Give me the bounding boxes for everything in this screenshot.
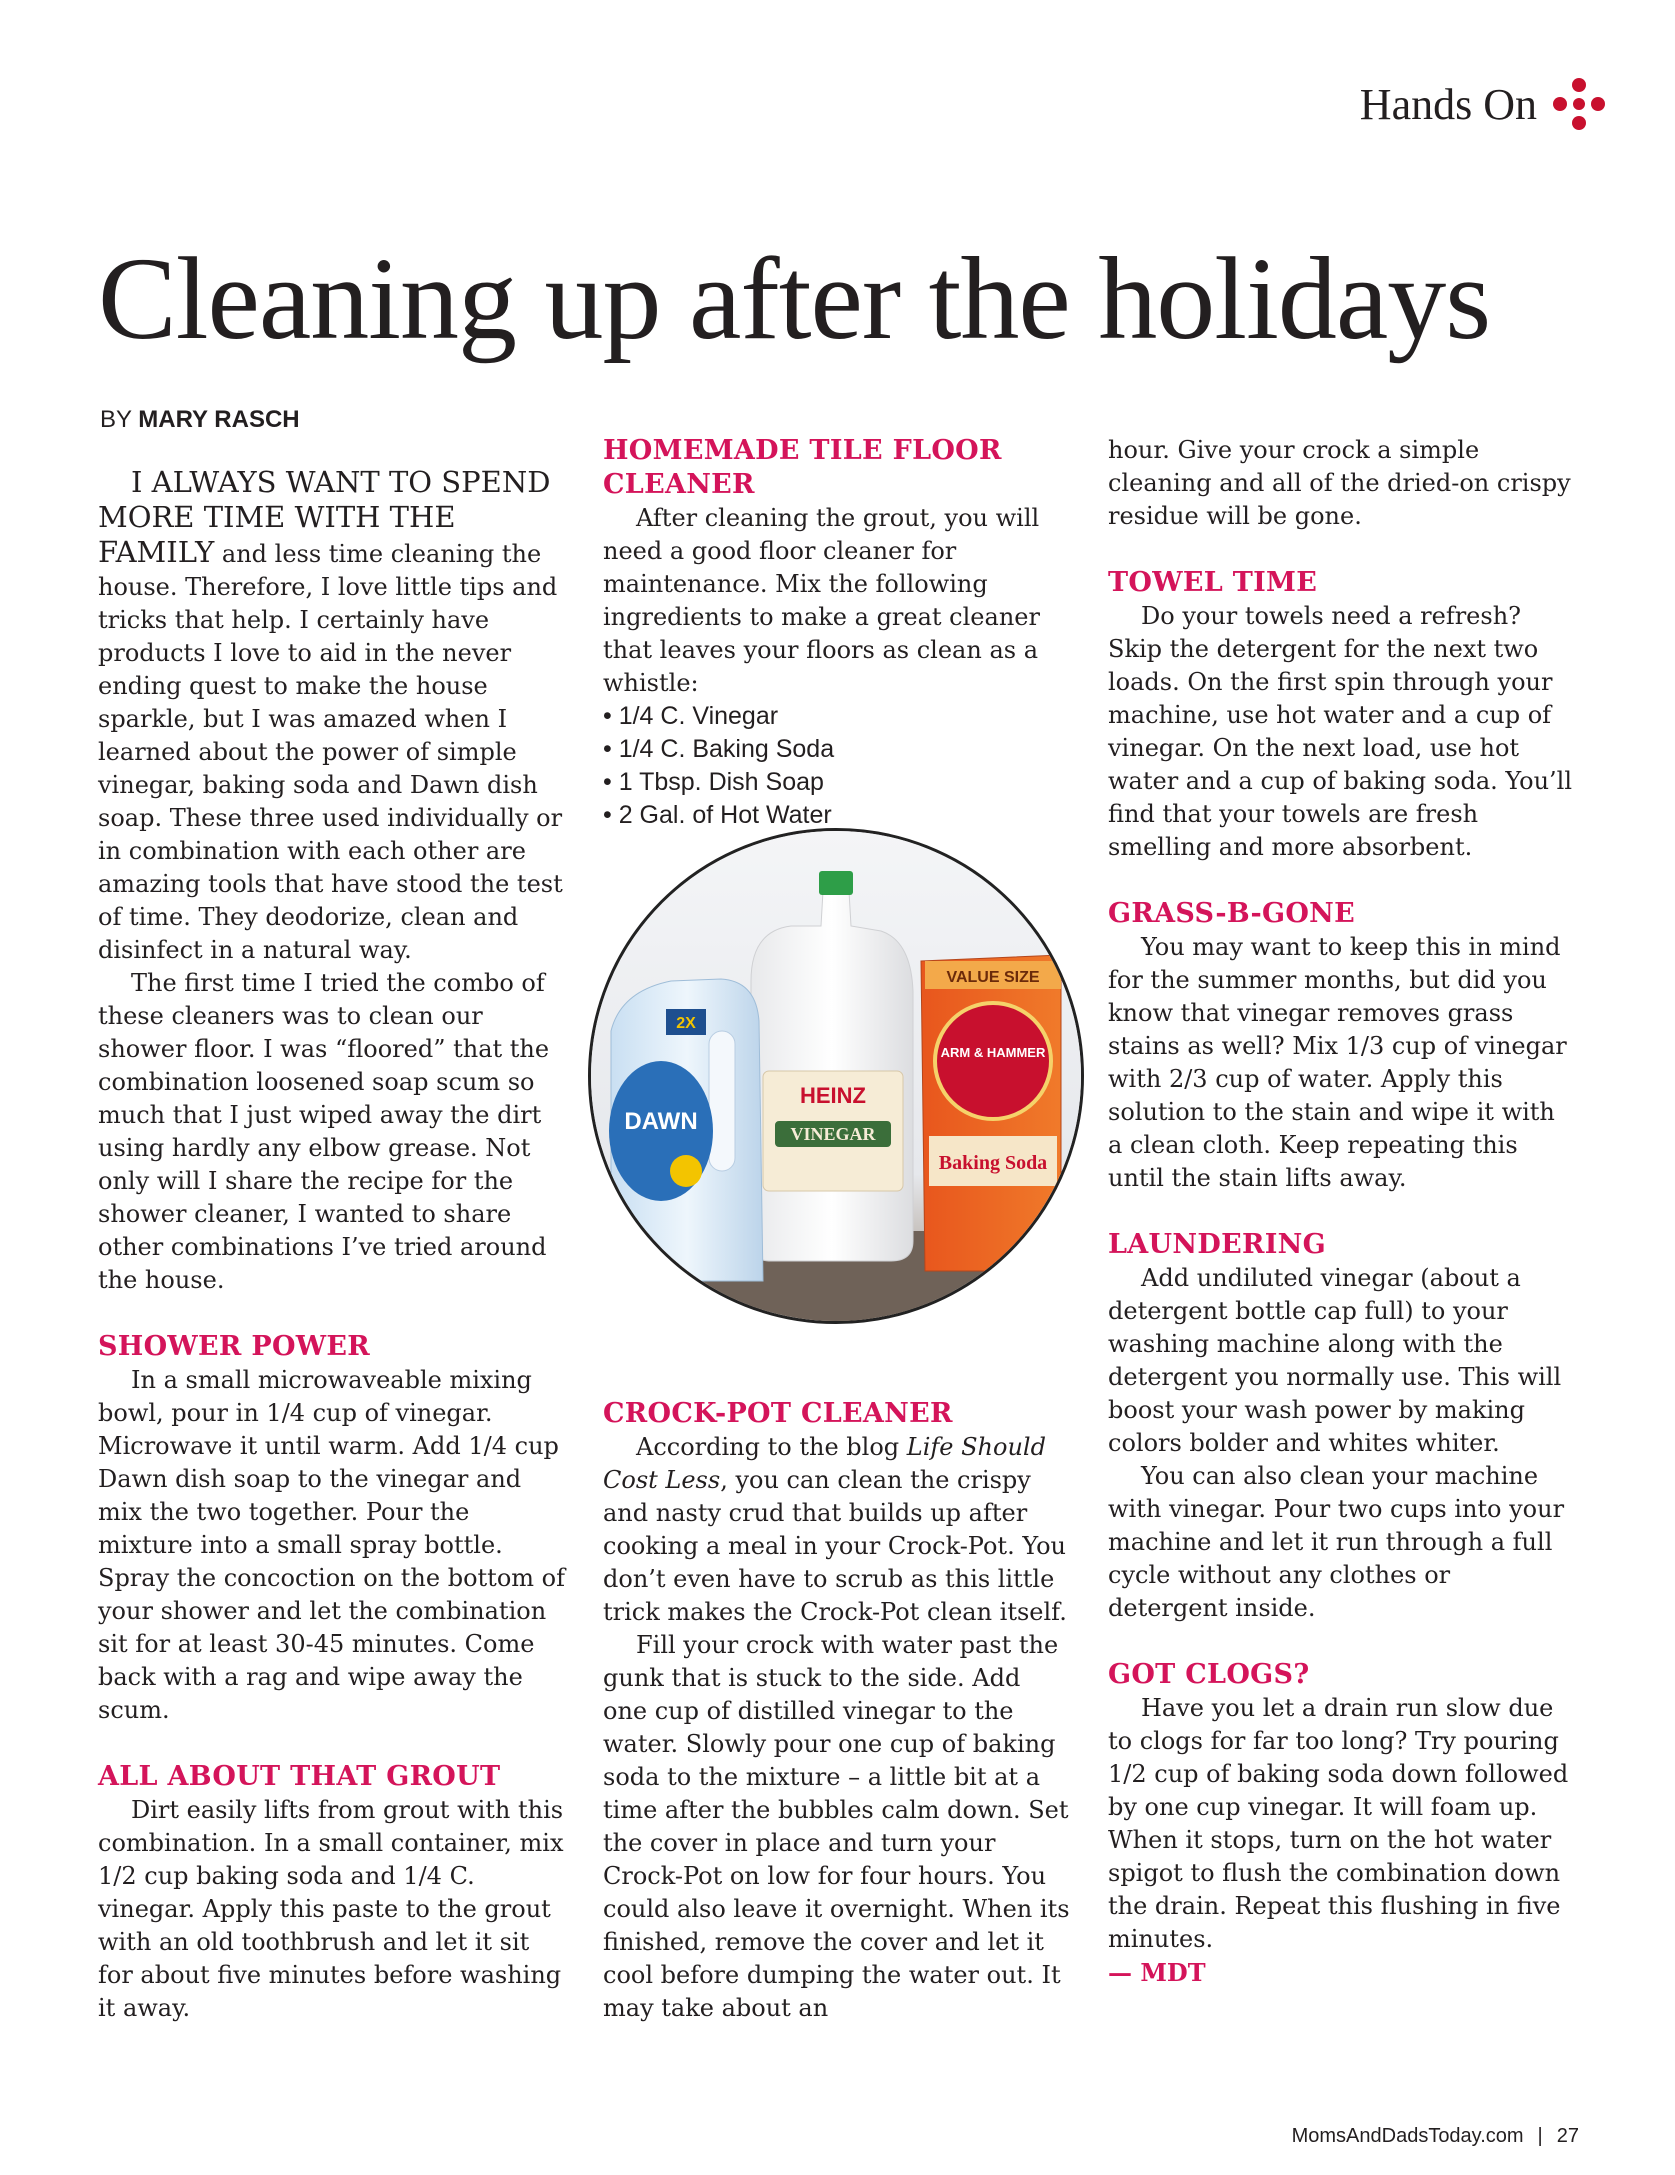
heading-grass-b-gone: GRASS-B-GONE bbox=[1108, 898, 1356, 929]
page-footer bbox=[1292, 2125, 1579, 2148]
laundering-paragraph-2: You can also clean your machine with vinegar. Pour two cups into your machine and let it run through a full cycle without any clothes or detergent inside. bbox=[1108, 1462, 1565, 1622]
towel-body: Do your towels need a refresh? Skip the detergent for the next two loads. On the first spin through your machine, use hot water and a cup of vinegar. On the next load, use hot water and a cup of baking soda. You’ll find that your towels are fresh smelling and more absorbent. bbox=[1108, 602, 1573, 861]
byline-prefix: BY bbox=[100, 406, 132, 433]
intro-paragraph bbox=[98, 466, 566, 967]
crockpot-paragraph-3: hour. Give your crock a simple cleaning and all of the dried-on crispy residue will be gone. bbox=[1108, 436, 1571, 530]
ingredient-item: • 1/4 C. Vinegar bbox=[603, 702, 779, 730]
dawn-badge: 2X bbox=[676, 1015, 696, 1032]
box-top-label: VALUE SIZE bbox=[946, 969, 1040, 986]
intro-lead: I ALWAYS WANT TO SPEND MORE TIME WITH THE FAMILY bbox=[98, 465, 551, 569]
box-brand-label: ARM & HAMMER bbox=[940, 1045, 1046, 1060]
ingredient-list bbox=[603, 700, 1071, 832]
footer-separator: | bbox=[1537, 2125, 1543, 2147]
heinz-label: HEINZ bbox=[800, 1083, 866, 1108]
products-illustration bbox=[591, 831, 1081, 1321]
intro-paragraph-2: The first time I tried the combo of these cleaners was to clean our shower floor. I was “floored” that the combination loosened soap scum so much that I just wiped away the dirt using hardly any elbow grease. Not only will I share the recipe for the shower cleaner, I wanted to share other combinations I’ve tried around the house. bbox=[98, 969, 550, 1294]
column-1 bbox=[98, 466, 566, 2025]
page-number: 27 bbox=[1556, 2125, 1579, 2147]
signoff: — MDT bbox=[1108, 1958, 1206, 1987]
box-product-label: Baking Soda bbox=[938, 1152, 1048, 1174]
ingredient-item: • 2 Gal. of Hot Water bbox=[603, 801, 832, 829]
footer-site: MomsAndDadsToday.com bbox=[1291, 2125, 1524, 2147]
crockpot-text: , you can clean the crispy and nasty crud that builds up after cooking a meal in your Crock-Pot. You don’t even have to scrub as this little trick makes the Crock-Pot clean itself. bbox=[603, 1466, 1067, 1626]
tile-floor-body: After cleaning the grout, you will need a good floor cleaner for maintenance. Mix the following ingredients to make a great cleaner that leaves your floors as clean as a whistle: bbox=[603, 504, 1040, 697]
crockpot-text: According to the blog bbox=[636, 1433, 907, 1461]
clogs-body: Have you let a drain run slow due to clogs for far too long? Try pouring 1/2 cup of baking soda down followed by one cup vinegar. It will foam up. When it stops, turn on the hot water spigot to flush the combination down the drain. Repeat this flushing in five minutes. bbox=[1108, 1694, 1569, 1953]
grout-body: Dirt easily lifts from grout with this combination. In a small container, mix 1/2 cup baking soda and 1/4 C. vinegar. Apply this paste to the grout with an old toothbrush and let it sit for about five minutes before washing it away. bbox=[98, 1796, 564, 2022]
laundering-paragraph-1: Add undiluted vinegar (about a detergent bottle cap full) to your washing machine along with the detergent you normally use. This will boost your wash power by making colors bolder and whites whiter. bbox=[1108, 1264, 1562, 1457]
dots-ornament-icon bbox=[1553, 78, 1605, 130]
column-3 bbox=[1108, 434, 1576, 1989]
byline bbox=[100, 406, 300, 434]
crockpot-paragraph-2: Fill your crock with water past the gunk that is stuck to the side. Add one cup of distilled vinegar to the water. Slowly pour one cup of baking soda to the mixture – a little bit at a time after the bubbles calm down. Set the cover in place and turn your Crock-Pot on low for four hours. You could also leave it overnight. When its finished, remove the cover and let it cool before dumping the water out. It may take about an bbox=[603, 1631, 1070, 2022]
intro-rest: and less time cleaning the house. Therefore, I love little tips and tricks that help. I certainly have products I love to aid in the never ending quest to make the house sparkle, but I was amazed when I learned about the power of simple vinegar, baking soda and Dawn dish soap. These three used individually or in combination with each other are amazing tools that have stood the test of time. They deodorize, clean and disinfect in a natural way. bbox=[98, 540, 563, 964]
section-label: Hands On bbox=[1359, 79, 1537, 129]
heading-tile-floor-cleaner: HOMEMADE TILE FLOOR CLEANER bbox=[603, 435, 1002, 500]
vinegar-cap bbox=[819, 871, 853, 895]
dawn-label: DAWN bbox=[624, 1108, 698, 1135]
heading-got-clogs: GOT CLOGS? bbox=[1108, 1659, 1310, 1690]
heading-shower-power: SHOWER POWER bbox=[98, 1331, 371, 1362]
cleaning-products-photo bbox=[588, 828, 1084, 1324]
heading-laundering: LAUNDERING bbox=[1108, 1229, 1326, 1260]
grass-body: You may want to keep this in mind for the summer months, but did you know that vinegar removes grass stains as well? Mix 1/3 cup of vinegar with 2/3 cup of water. Apply this solution to the stain and wipe it with a clean cloth. Keep repeating this until the stain lifts away. bbox=[1108, 933, 1567, 1192]
heading-grout: ALL ABOUT THAT GROUT bbox=[98, 1761, 501, 1792]
shower-power-body: In a small microwaveable mixing bowl, pour in 1/4 cup of vinegar. Microwave it until warm. Add 1/4 cup Dawn dish soap to the vinegar and mix the two together. Pour the mixture into a small spray bottle. Spray the concoction on the bottom of your shower and let the combination sit for at least 30-45 minutes. Come back with a rag and wipe away the scum. bbox=[98, 1366, 565, 1724]
ingredient-item: • 1/4 C. Baking Soda bbox=[603, 735, 835, 763]
article-title: Cleaning up after the holidays bbox=[98, 233, 1491, 364]
heading-crockpot-cleaner: CROCK-POT CLEANER bbox=[603, 1398, 953, 1429]
ingredient-item: • 1 Tbsp. Dish Soap bbox=[603, 768, 824, 796]
heading-towel-time: TOWEL TIME bbox=[1108, 567, 1318, 598]
crockpot-paragraph-1 bbox=[603, 1431, 1071, 1629]
byline-author: MARY RASCH bbox=[138, 406, 300, 433]
vinegar-label: VINEGAR bbox=[790, 1124, 876, 1144]
blog-title: Life Should Cost Less bbox=[603, 1433, 1046, 1494]
section-tag bbox=[1360, 78, 1605, 130]
crockpot-section bbox=[603, 1397, 1071, 2025]
column-2 bbox=[603, 434, 1071, 832]
